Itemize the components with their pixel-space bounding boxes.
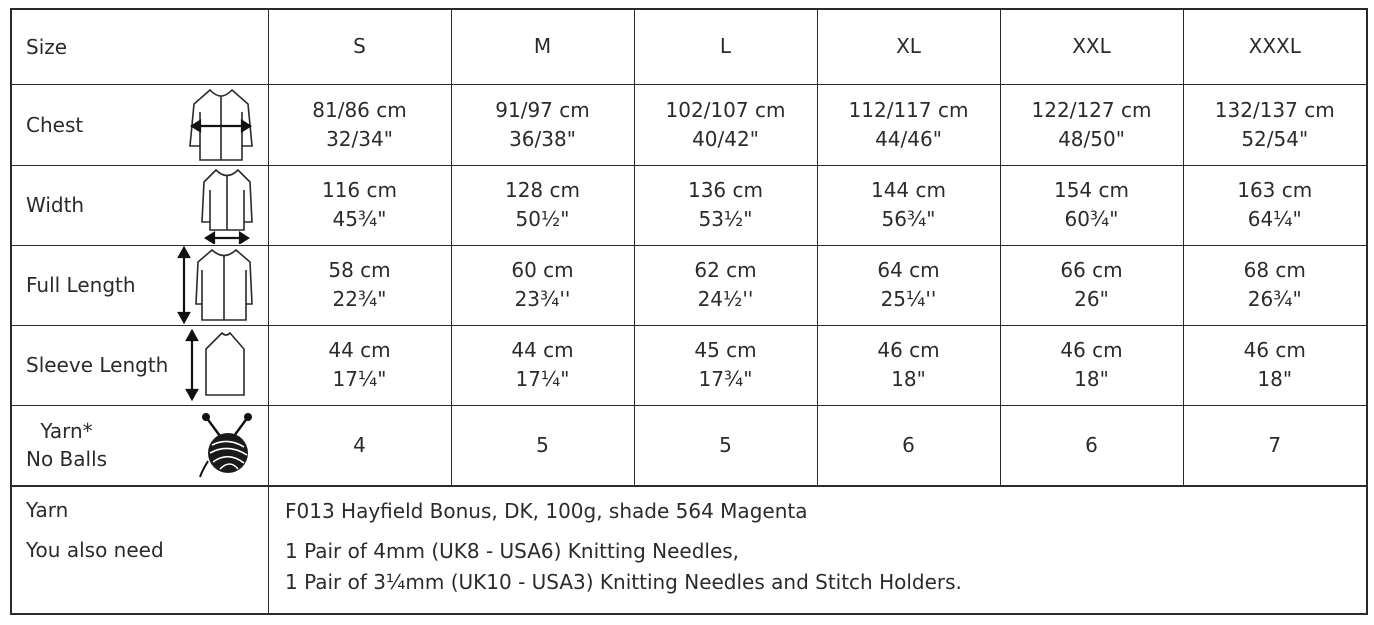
- sleeve-length-cell: 46 cm 18": [1000, 325, 1183, 405]
- size-header-row: [12, 10, 1366, 84]
- row-label: Full Length: [26, 273, 136, 297]
- materials-section: [12, 486, 1366, 613]
- yarn-balls-cell: 6: [1000, 405, 1183, 486]
- sleeve-length-cell: 45 cm 17¾": [634, 325, 817, 405]
- full-length-row: [12, 245, 1366, 325]
- size-header-cell: L: [634, 10, 817, 84]
- materials-divider: [268, 486, 269, 613]
- full-length-cell: 68 cm 26¾": [1183, 245, 1366, 325]
- width-cell: 128 cm 50½": [451, 165, 634, 245]
- row-label: Width: [26, 193, 85, 217]
- size-header-label: Size: [26, 34, 68, 59]
- row-label: Chest: [26, 112, 84, 137]
- yarn-ball-needles-icon: [198, 411, 256, 479]
- sleeve-length-row: [12, 325, 1366, 405]
- width-cell: 136 cm 53½": [634, 165, 817, 245]
- cardigan-length-icon: [176, 246, 256, 324]
- needles-line-2: 1 Pair of 3¼mm (UK10 - USA3) Knitting Needles and Stitch Holders.: [285, 570, 962, 594]
- cardigan-width-icon: [198, 166, 256, 244]
- chest-cell: 81/86 cm 32/34": [268, 84, 451, 165]
- yarn-balls-cell: 5: [634, 405, 817, 486]
- sleeve-length-icon: [184, 329, 256, 401]
- size-header-cell: XXXL: [1183, 10, 1366, 84]
- yarn-balls-cell: 5: [451, 405, 634, 486]
- yarn-balls-row: [12, 405, 1366, 486]
- sleeve-length-cell: 46 cm 18": [817, 325, 1000, 405]
- size-header-label-cell: [12, 10, 268, 84]
- cardigan-chest-icon: [186, 86, 256, 164]
- width-cell: 144 cm 56¾": [817, 165, 1000, 245]
- yarn-value: F013 Hayfield Bonus, DK, 100g, shade 564 Magenta: [285, 499, 808, 523]
- row-label-cell: [12, 325, 268, 405]
- width-row: [12, 165, 1366, 245]
- width-cell: 154 cm 60¾": [1000, 165, 1183, 245]
- size-chart: [10, 8, 1368, 615]
- chest-cell: 102/107 cm 40/42": [634, 84, 817, 165]
- full-length-cell: 58 cm 22¾": [268, 245, 451, 325]
- chest-cell: 112/117 cm 44/46": [817, 84, 1000, 165]
- full-length-cell: 66 cm 26": [1000, 245, 1183, 325]
- width-cell: 116 cm 45¾": [268, 165, 451, 245]
- sleeve-length-cell: 44 cm 17¼": [451, 325, 634, 405]
- yarn-balls-cell: 4: [268, 405, 451, 486]
- sleeve-length-cell: 46 cm 18": [1183, 325, 1366, 405]
- yarn-label: Yarn: [26, 498, 69, 522]
- yarn-balls-cell: 7: [1183, 405, 1366, 486]
- size-header-cell: XL: [817, 10, 1000, 84]
- row-label-cell: [12, 165, 268, 245]
- chest-cell: 91/97 cm 36/38": [451, 84, 634, 165]
- row-label: Sleeve Length: [26, 353, 169, 377]
- also-need-label: You also need: [26, 538, 164, 562]
- row-label-cell: [12, 405, 268, 486]
- chest-cell: 132/137 cm 52/54": [1183, 84, 1366, 165]
- full-length-cell: 62 cm 24½'': [634, 245, 817, 325]
- size-header-cell: XXL: [1000, 10, 1183, 84]
- width-cell: 163 cm 64¼": [1183, 165, 1366, 245]
- needles-line-1: 1 Pair of 4mm (UK8 - USA6) Knitting Needles,: [285, 539, 740, 563]
- size-header-cell: S: [268, 10, 451, 84]
- full-length-cell: 64 cm 25¼'': [817, 245, 1000, 325]
- yarn-balls-cell: 6: [817, 405, 1000, 486]
- row-label: Yarn* No Balls: [26, 419, 108, 472]
- size-header-cell: M: [451, 10, 634, 84]
- chest-cell: 122/127 cm 48/50": [1000, 84, 1183, 165]
- row-label-cell: [12, 245, 268, 325]
- row-label-cell: [12, 84, 268, 165]
- size-table: [12, 10, 1366, 487]
- sleeve-length-cell: 44 cm 17¼": [268, 325, 451, 405]
- full-length-cell: 60 cm 23¾'': [451, 245, 634, 325]
- chest-row: [12, 84, 1366, 165]
